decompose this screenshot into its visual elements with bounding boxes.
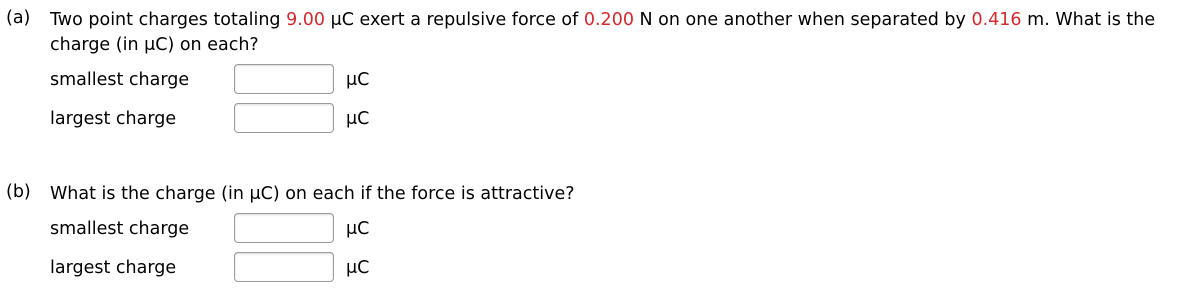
- part-b-label: (b): [6, 182, 31, 202]
- part-a-largest-charge-input[interactable]: [234, 103, 334, 133]
- largest-charge-label: largest charge: [50, 109, 177, 129]
- force-value: 0.200: [583, 10, 634, 30]
- part-b-smallest-charge-input[interactable]: [234, 213, 334, 243]
- unit-label: μC: [346, 219, 370, 239]
- smallest-charge-label: smallest charge: [50, 70, 190, 90]
- question-text: N on one another when separated by: [633, 10, 972, 30]
- question-text: m. What is the charge (in μC) on each?: [50, 10, 1156, 55]
- separation-value: 0.416: [971, 10, 1022, 30]
- smallest-charge-label: smallest charge: [50, 219, 190, 239]
- unit-label: μC: [346, 109, 370, 129]
- total-charge-value: 9.00: [286, 10, 326, 30]
- part-a-smallest-charge-input[interactable]: [234, 64, 334, 94]
- unit-label: μC: [346, 258, 370, 278]
- part-b-largest-charge-input[interactable]: [234, 252, 334, 282]
- part-b-question: What is the charge (in μC) on each if the force is attractive?: [50, 184, 575, 204]
- part-a-question: [50, 8, 1185, 58]
- part-a-label: (a): [6, 8, 31, 28]
- question-text: μC exert a repulsive force of: [325, 10, 584, 30]
- unit-label: μC: [346, 70, 370, 90]
- largest-charge-label: largest charge: [50, 258, 177, 278]
- question-text: Two point charges totaling: [50, 10, 287, 30]
